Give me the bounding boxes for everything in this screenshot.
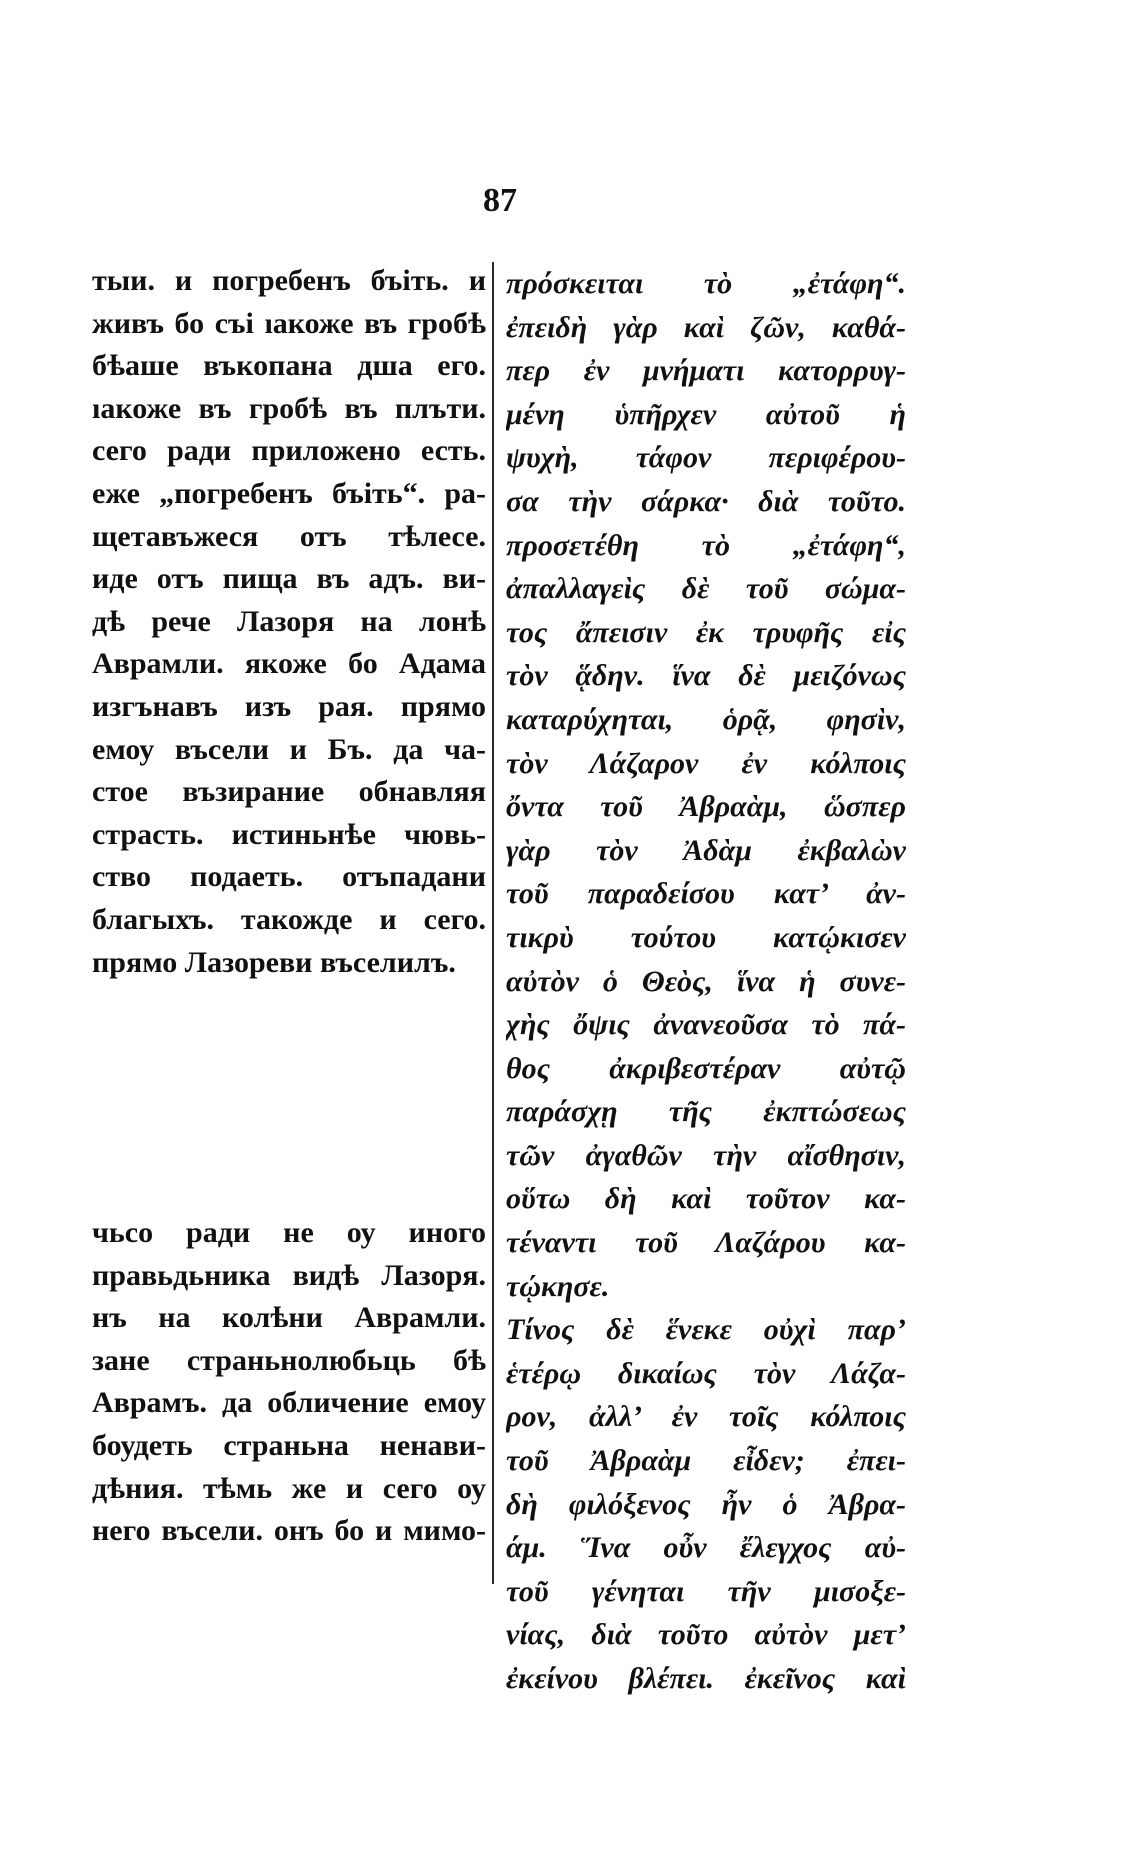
text-line: τὸν ᾅδην. ἵνα δὲ μειζόνως [506, 659, 906, 693]
text-line: χὴς ὄψις ἀνανεοῦσα τὸ πά- [506, 1008, 906, 1042]
text-line: прямо Лазореви въселилъ. [92, 945, 456, 979]
text-line: τέναντι τοῦ Λαζάρου κα- [506, 1226, 906, 1260]
text-line: τος ἄπεισιν ἐκ τρυφῆς εἰς [506, 615, 906, 649]
text-line: ἀπαλλαγεὶς δὲ τοῦ σώμα- [506, 572, 906, 606]
text-line: ὄντα τοῦ Ἀβραὰμ, ὥσπερ [506, 790, 906, 824]
text-line: дѣния. тѣмь же и сего оу [92, 1471, 486, 1505]
text-line: нъ на колѣни Аврамли. [92, 1301, 486, 1335]
text-line: αὐτὸν ὁ Θεὸς, ἵνα ἡ συνε- [506, 964, 906, 998]
text-line: περ ἐν μνήματι κατορρυγ- [506, 354, 906, 388]
text-line: οὕτω δὴ καὶ τοῦτον κα- [506, 1182, 906, 1216]
text-line: благыхъ. такожде и сего. [92, 902, 486, 936]
text-line: μένη ὑπῆρχεν αὐτοῦ ἡ [506, 397, 906, 431]
text-line: Аврамли. якоже бо Адама [92, 647, 486, 681]
text-line: ἐκείνου βλέπει. ἐκεῖνος καὶ [506, 1662, 906, 1695]
text-line: σα τὴν σάρκα· διὰ τοῦτο. [506, 484, 906, 518]
text-line: ψυχὴ, τάφον περιφέρου- [506, 441, 906, 475]
text-line: ство подаеть. отъпадани [92, 860, 486, 894]
text-line: τικρὺ τούτου κατῴκισεν [506, 920, 906, 954]
text-line: Τίνος δὲ ἕνεκε οὐχὶ παρ’ [506, 1313, 906, 1347]
text-line: ρον, ἀλλ’ ἐν τοῖς κόλποις [506, 1400, 906, 1434]
text-line: страсть. истиньнѣе чювь- [92, 817, 486, 851]
text-line: емоу въсели и Бъ. да ча- [92, 732, 486, 766]
right-column-greek [506, 262, 906, 1701]
text-line: дѣ рече Лазоря на лонѣ [92, 604, 486, 638]
left-column-block-2 [92, 1212, 486, 1553]
text-line: τοῦ Ἀβραὰμ εἶδεν; ἐπει- [506, 1444, 906, 1478]
page-number: 87 [483, 182, 517, 219]
text-line: правьдьника видѣ Лазоря. [92, 1258, 486, 1292]
text-line: γὰρ τὸν Ἀδὰμ ἐκβαλὼν [506, 833, 906, 867]
column-divider [492, 262, 494, 1584]
text-line: θος ἀκριβεστέραν αὐτῷ [506, 1051, 906, 1085]
text-line: изгънавъ изъ рая. прямо [92, 689, 486, 723]
text-line: него въсели. онъ бо и мимо- [92, 1514, 486, 1548]
text-line: νίας, διὰ τοῦτο αὐτὸν μετ’ [506, 1618, 906, 1652]
text-line: бѣаше въкопана дша его. [92, 349, 486, 383]
text-line: πρόσκειται τὸ „ἐτάφη“. [506, 267, 906, 300]
text-line: άμ. Ἵνα οὖν ἔλεγχος αὐ- [506, 1531, 906, 1565]
text-line: тыи. и погребенъ бъіть. и [92, 264, 486, 297]
text-line: Аврамъ. да обличение емоу [92, 1386, 486, 1420]
text-line: сего ради приложено есть. [92, 434, 486, 468]
text-line: ἐπειδὴ γὰρ καὶ ζῶν, καθά- [506, 310, 906, 344]
text-line: живъ бо съі ıакоже въ гробѣ [92, 306, 486, 340]
text-line: щетавъжеся отъ тѣлесе. [92, 519, 486, 553]
text-line: τῴκησε. [506, 1269, 610, 1303]
text-line: προσετέθη τὸ „ἐτάφη“, [506, 528, 906, 562]
text-line: τοῦ παραδείσου κατ’ ἀν- [506, 877, 906, 911]
text-line: стое възирание обнавляя [92, 775, 486, 809]
text-line: τῶν ἀγαθῶν τὴν αἴσθησιν, [506, 1138, 906, 1172]
text-line: τοῦ γένηται τῆν μισοξε- [506, 1574, 906, 1608]
text-line: чьсо ради не оу иного [92, 1216, 486, 1249]
text-line: еже „погребенъ бъіть“. ра- [92, 476, 486, 510]
text-line: иде отъ пища въ адъ. ви- [92, 562, 486, 596]
text-line: ἑτέρῳ δικαίως τὸν Λάζα- [506, 1356, 906, 1390]
text-line: παράσχῃ τῆς ἐκπτώσεως [506, 1095, 906, 1129]
text-line: ıакоже въ гробѣ въ плъти. [92, 391, 486, 425]
text-line: τὸν Λάζαρον ἐν κόλποις [506, 746, 906, 780]
text-line: боудеть страньна ненави- [92, 1428, 486, 1462]
left-column-block-1 [92, 260, 486, 984]
text-line: δὴ φιλόξενος ἦν ὁ Ἀβρα- [506, 1487, 906, 1521]
text-line: καταρύχηται, ὁρᾷ, φησὶν, [506, 702, 906, 736]
text-line: зане страньнолюбьць бѣ [92, 1343, 486, 1377]
